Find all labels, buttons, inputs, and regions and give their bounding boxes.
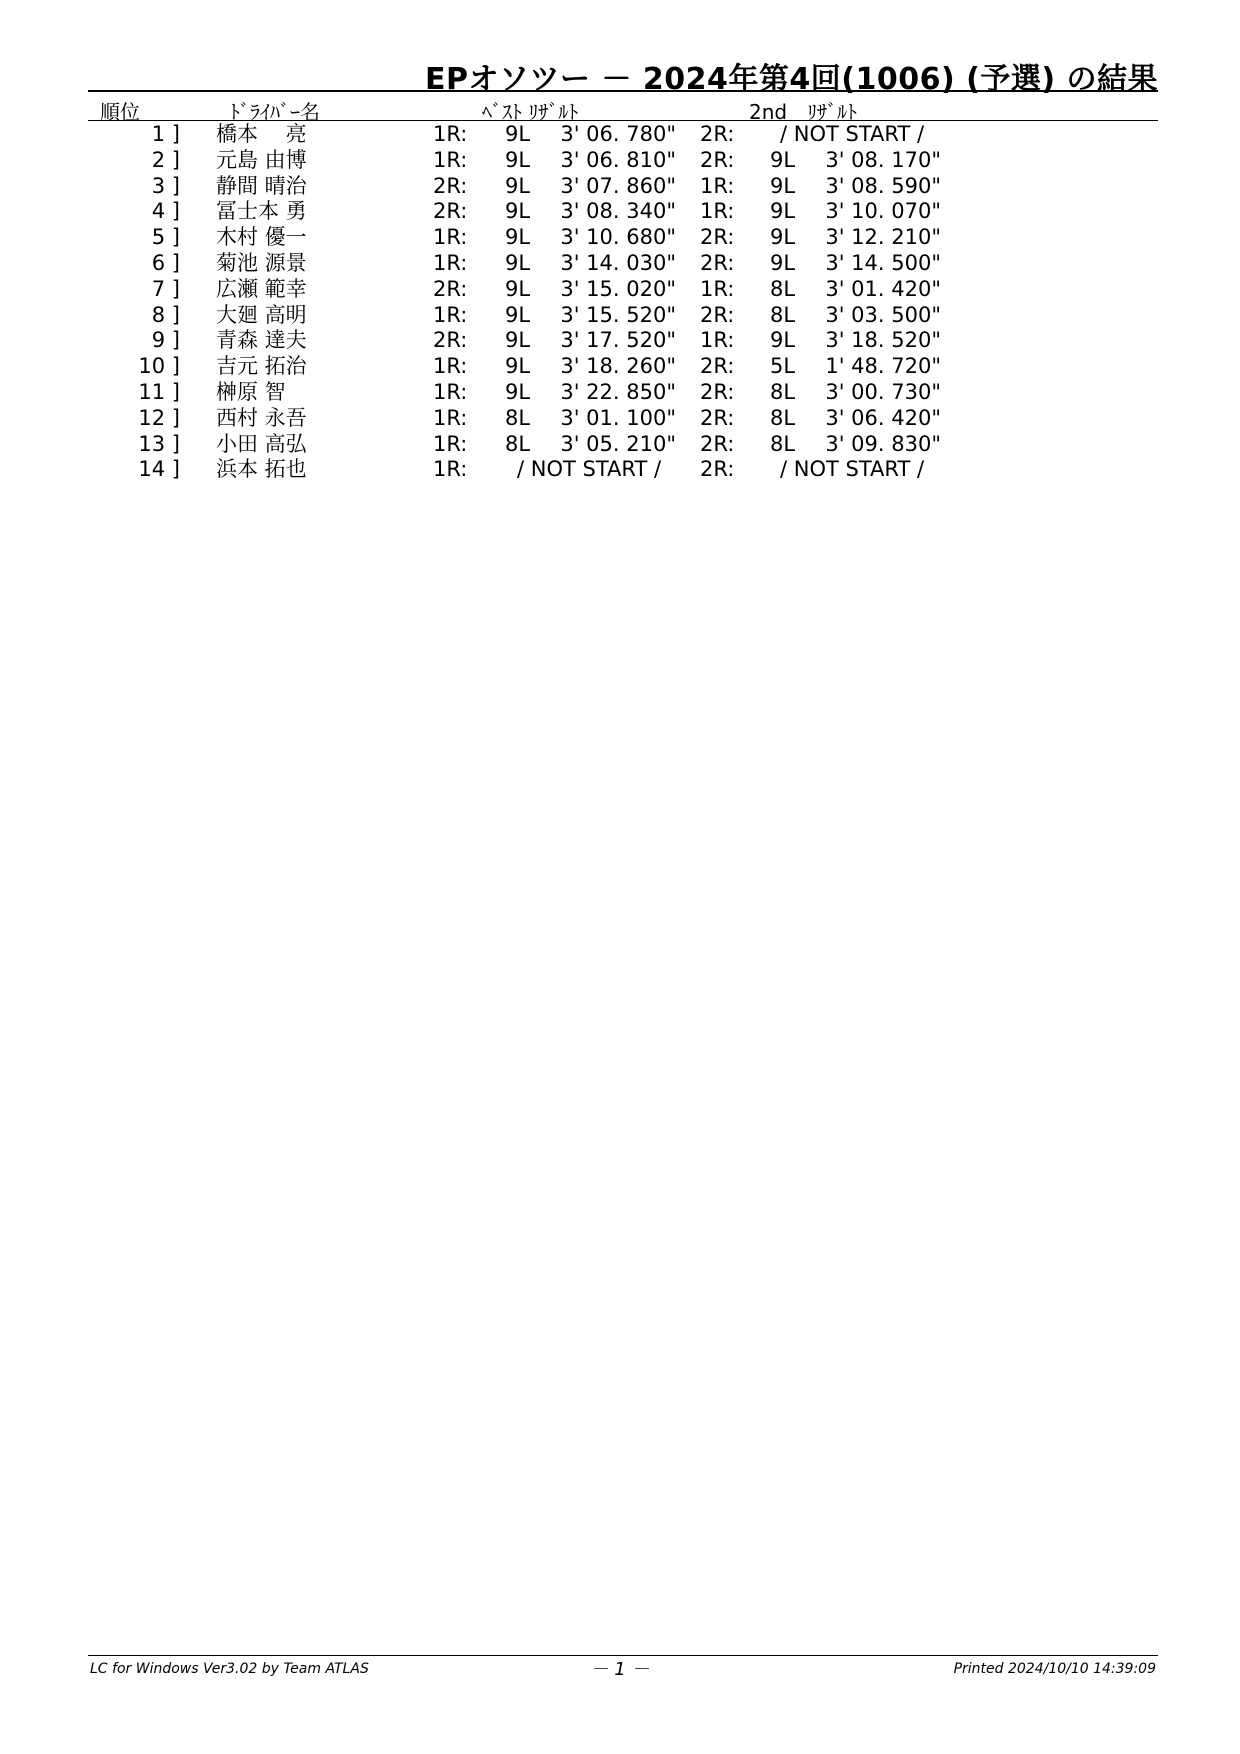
best-round-cell: 1R: bbox=[433, 354, 468, 379]
table-row bbox=[0, 225, 1240, 251]
title-underline bbox=[88, 90, 1158, 92]
rank-cell: 4 ] bbox=[151, 199, 180, 224]
results-table bbox=[0, 122, 1240, 483]
driver-name-cell: 元島 由博 bbox=[216, 147, 307, 172]
best-time-cell: 3' 06. 810" bbox=[560, 147, 676, 172]
table-row bbox=[0, 148, 1240, 174]
header-second-result: 2nd ﾘｻﾞﾙﾄ bbox=[749, 100, 858, 124]
best-round-cell: 1R: bbox=[433, 379, 468, 404]
best-time-cell: 3' 06. 780" bbox=[560, 122, 676, 146]
second-round-cell: 2R: bbox=[700, 302, 735, 327]
table-row bbox=[0, 199, 1240, 225]
best-round-cell: 2R: bbox=[433, 276, 468, 301]
second-round-cell: 2R: bbox=[700, 250, 735, 275]
best-laps-cell: 9L bbox=[505, 276, 531, 301]
table-row bbox=[0, 174, 1240, 200]
rank-cell: 9 ] bbox=[151, 328, 180, 353]
second-not-start-cell: / NOT START / bbox=[780, 122, 925, 146]
second-time-cell: 1' 48. 720" bbox=[825, 354, 941, 379]
driver-name-cell: 榊原 智 bbox=[216, 379, 286, 404]
second-time-cell: 3' 14. 500" bbox=[825, 250, 941, 275]
footer-page-number: － 1 － bbox=[590, 1659, 650, 1680]
second-round-cell: 2R: bbox=[700, 431, 735, 456]
best-time-cell: 3' 15. 520" bbox=[560, 302, 676, 327]
rank-cell: 14 ] bbox=[138, 457, 180, 482]
second-time-cell: 3' 10. 070" bbox=[825, 199, 941, 224]
driver-name-cell: 橋本 亮 bbox=[216, 122, 307, 146]
table-row bbox=[0, 328, 1240, 354]
driver-name-cell: 浜本 拓也 bbox=[216, 457, 307, 482]
rank-cell: 1 ] bbox=[151, 122, 180, 146]
best-time-cell: 3' 10. 680" bbox=[560, 225, 676, 250]
best-time-cell: 3' 01. 100" bbox=[560, 405, 676, 430]
second-time-cell: 3' 08. 590" bbox=[825, 173, 941, 198]
best-round-cell: 1R: bbox=[433, 302, 468, 327]
second-round-cell: 2R: bbox=[700, 405, 735, 430]
second-time-cell: 3' 06. 420" bbox=[825, 405, 941, 430]
table-row bbox=[0, 354, 1240, 380]
best-laps-cell: 9L bbox=[505, 122, 531, 146]
best-round-cell: 1R: bbox=[433, 431, 468, 456]
best-time-cell: 3' 05. 210" bbox=[560, 431, 676, 456]
best-time-cell: 3' 17. 520" bbox=[560, 328, 676, 353]
second-laps-cell: 9L bbox=[770, 147, 796, 172]
driver-name-cell: 西村 永吾 bbox=[216, 405, 307, 430]
best-time-cell: 3' 15. 020" bbox=[560, 276, 676, 301]
second-time-cell: 3' 03. 500" bbox=[825, 302, 941, 327]
rank-cell: 13 ] bbox=[138, 431, 180, 456]
header-underline bbox=[88, 120, 1158, 121]
second-round-cell: 2R: bbox=[700, 379, 735, 404]
driver-name-cell: 菊池 源景 bbox=[216, 250, 307, 275]
rank-cell: 3 ] bbox=[151, 173, 180, 198]
second-round-cell: 2R: bbox=[700, 122, 735, 146]
driver-name-cell: 広瀬 範幸 bbox=[216, 276, 307, 301]
second-round-cell: 2R: bbox=[700, 354, 735, 379]
best-time-cell: 3' 22. 850" bbox=[560, 379, 676, 404]
driver-name-cell: 冨士本 勇 bbox=[216, 199, 307, 224]
best-laps-cell: 9L bbox=[505, 328, 531, 353]
second-laps-cell: 8L bbox=[770, 379, 796, 404]
driver-name-cell: 大廻 高明 bbox=[216, 302, 307, 327]
second-laps-cell: 9L bbox=[770, 225, 796, 250]
best-laps-cell: 9L bbox=[505, 225, 531, 250]
second-round-cell: 2R: bbox=[700, 147, 735, 172]
best-round-cell: 1R: bbox=[433, 147, 468, 172]
second-laps-cell: 9L bbox=[770, 328, 796, 353]
best-round-cell: 1R: bbox=[433, 405, 468, 430]
footer-software: LC for Windows Ver3.02 by Team ATLAS bbox=[90, 1661, 369, 1677]
second-time-cell: 3' 00. 730" bbox=[825, 379, 941, 404]
best-round-cell: 1R: bbox=[433, 457, 468, 482]
second-laps-cell: 8L bbox=[770, 431, 796, 456]
second-round-cell: 1R: bbox=[700, 276, 735, 301]
table-row bbox=[0, 432, 1240, 458]
second-time-cell: 3' 18. 520" bbox=[825, 328, 941, 353]
second-laps-cell: 9L bbox=[770, 250, 796, 275]
rank-cell: 2 ] bbox=[151, 147, 180, 172]
second-round-cell: 1R: bbox=[700, 173, 735, 198]
table-row bbox=[0, 251, 1240, 277]
driver-name-cell: 木村 優一 bbox=[216, 225, 307, 250]
best-laps-cell: 9L bbox=[505, 199, 531, 224]
table-row bbox=[0, 380, 1240, 406]
table-row bbox=[0, 277, 1240, 303]
best-round-cell: 1R: bbox=[433, 122, 468, 146]
second-round-cell: 2R: bbox=[700, 457, 735, 482]
best-round-cell: 2R: bbox=[433, 328, 468, 353]
header-best-result: ﾍﾞｽﾄ ﾘｻﾞﾙﾄ bbox=[482, 100, 579, 124]
second-laps-cell: 9L bbox=[770, 173, 796, 198]
best-round-cell: 2R: bbox=[433, 199, 468, 224]
best-round-cell: 1R: bbox=[433, 250, 468, 275]
best-laps-cell: 9L bbox=[505, 250, 531, 275]
second-not-start-cell: / NOT START / bbox=[780, 457, 925, 482]
rank-cell: 12 ] bbox=[138, 405, 180, 430]
rank-cell: 6 ] bbox=[151, 250, 180, 275]
driver-name-cell: 青森 達夫 bbox=[216, 328, 307, 353]
second-time-cell: 3' 01. 420" bbox=[825, 276, 941, 301]
table-row bbox=[0, 122, 1240, 148]
header-rank: 順位 bbox=[100, 100, 140, 124]
table-row bbox=[0, 457, 1240, 483]
table-row bbox=[0, 406, 1240, 432]
second-time-cell: 3' 09. 830" bbox=[825, 431, 941, 456]
rank-cell: 7 ] bbox=[151, 276, 180, 301]
second-laps-cell: 8L bbox=[770, 276, 796, 301]
best-laps-cell: 8L bbox=[505, 405, 531, 430]
second-time-cell: 3' 08. 170" bbox=[825, 147, 941, 172]
second-round-cell: 2R: bbox=[700, 225, 735, 250]
best-round-cell: 1R: bbox=[433, 225, 468, 250]
driver-name-cell: 静間 晴治 bbox=[216, 173, 307, 198]
best-time-cell: 3' 07. 860" bbox=[560, 173, 676, 198]
best-laps-cell: 8L bbox=[505, 431, 531, 456]
second-laps-cell: 8L bbox=[770, 405, 796, 430]
footer-printed: Printed 2024/10/10 14:39:09 bbox=[953, 1661, 1156, 1677]
best-time-cell: 3' 18. 260" bbox=[560, 354, 676, 379]
best-laps-cell: 9L bbox=[505, 147, 531, 172]
best-round-cell: 2R: bbox=[433, 173, 468, 198]
best-time-cell: 3' 08. 340" bbox=[560, 199, 676, 224]
header-driver: ﾄﾞﾗｲﾊﾞｰ名 bbox=[230, 100, 320, 124]
best-laps-cell: 9L bbox=[505, 379, 531, 404]
best-laps-cell: 9L bbox=[505, 302, 531, 327]
second-time-cell: 3' 12. 210" bbox=[825, 225, 941, 250]
second-laps-cell: 5L bbox=[770, 354, 796, 379]
best-time-cell: 3' 14. 030" bbox=[560, 250, 676, 275]
best-laps-cell: 9L bbox=[505, 173, 531, 198]
table-row bbox=[0, 303, 1240, 329]
driver-name-cell: 小田 高弘 bbox=[216, 431, 307, 456]
rank-cell: 10 ] bbox=[138, 354, 180, 379]
second-round-cell: 1R: bbox=[700, 199, 735, 224]
second-laps-cell: 8L bbox=[770, 302, 796, 327]
second-round-cell: 1R: bbox=[700, 328, 735, 353]
driver-name-cell: 吉元 拓治 bbox=[216, 354, 307, 379]
page-title: EPオソツー － 2024年第4回(1006) (予選) の結果 bbox=[425, 62, 1158, 97]
best-not-start-cell: / NOT START / bbox=[517, 457, 662, 482]
best-laps-cell: 9L bbox=[505, 354, 531, 379]
rank-cell: 11 ] bbox=[138, 379, 180, 404]
second-laps-cell: 9L bbox=[770, 199, 796, 224]
rank-cell: 5 ] bbox=[151, 225, 180, 250]
rank-cell: 8 ] bbox=[151, 302, 180, 327]
